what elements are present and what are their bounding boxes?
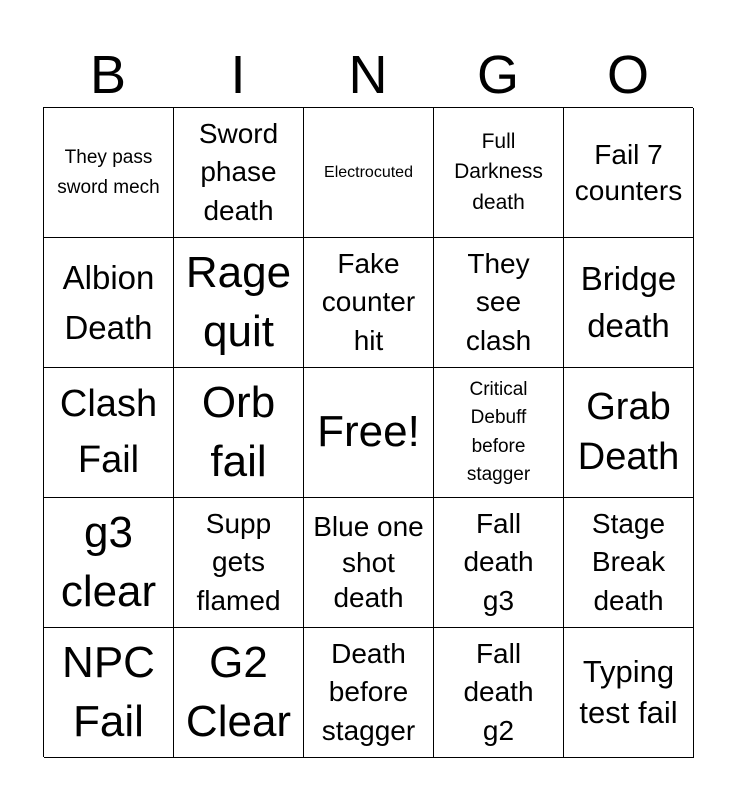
cell-text: Sword phase death: [198, 117, 279, 226]
cell-text: Fall death g2: [463, 637, 534, 746]
bingo-cell[interactable]: [564, 238, 694, 368]
cell-text: Clash Fail: [59, 383, 158, 481]
bingo-cell[interactable]: [44, 238, 174, 368]
bingo-cell[interactable]: [174, 108, 304, 238]
cell-text: Typing test fail: [579, 654, 678, 730]
header-letter-o: O: [606, 45, 649, 105]
bingo-cell[interactable]: [434, 498, 564, 628]
cell-text: Blue one shot death: [313, 510, 424, 614]
header-letter-i: I: [230, 45, 246, 105]
cell-text: G2 Clear: [185, 638, 292, 746]
bingo-cell[interactable]: [564, 108, 694, 238]
bingo-cell[interactable]: [564, 498, 694, 628]
cell-text: Orb fail: [201, 378, 276, 486]
bingo-cell[interactable]: [304, 238, 434, 368]
header-letter-g: G: [476, 45, 519, 105]
bingo-cell[interactable]: [434, 238, 564, 368]
cell-text: Free!: [317, 407, 420, 457]
bingo-cell[interactable]: [434, 108, 564, 238]
bingo-cell[interactable]: [564, 368, 694, 498]
cell-text: Supp gets flamed: [196, 507, 281, 616]
bingo-cell[interactable]: [44, 628, 174, 758]
cell-text: Stage Break death: [591, 507, 666, 616]
cell-text: g3 clear: [60, 508, 157, 616]
bingo-cell[interactable]: [304, 628, 434, 758]
bingo-cell[interactable]: [44, 498, 174, 628]
free-space[interactable]: [304, 368, 434, 498]
bingo-cell[interactable]: [174, 628, 304, 758]
bingo-cell[interactable]: [44, 108, 174, 238]
cell-text: NPC Fail: [62, 638, 155, 746]
bingo-cell[interactable]: [174, 368, 304, 498]
bingo-cell[interactable]: [434, 368, 564, 498]
cell-text: Critical Debuff before stagger: [466, 378, 531, 485]
cell-text: They see clash: [465, 247, 532, 356]
cell-text: Grab Death: [577, 386, 680, 478]
cell-text: Albion Death: [62, 259, 155, 346]
bingo-cell[interactable]: [44, 368, 174, 498]
bingo-header: [43, 40, 693, 110]
bingo-cell[interactable]: [174, 498, 304, 628]
cell-text: Fail 7 counters: [574, 138, 683, 206]
cell-text: Fall death g3: [463, 507, 534, 616]
cell-text: Full Darkness death: [454, 129, 543, 214]
bingo-card-grid: [43, 107, 693, 757]
cell-text: Bridge death: [580, 260, 677, 344]
cell-text: Electrocuted: [324, 163, 413, 181]
cell-text: Fake counter hit: [321, 247, 416, 356]
header-letter-b: B: [89, 45, 127, 105]
header-letter-n: N: [348, 45, 388, 105]
bingo-cell[interactable]: [434, 628, 564, 758]
cell-text: Rage quit: [185, 248, 292, 356]
cell-text: They pass sword mech: [57, 147, 160, 198]
bingo-cell[interactable]: [564, 628, 694, 758]
bingo-cell[interactable]: [304, 498, 434, 628]
bingo-cell[interactable]: [174, 238, 304, 368]
bingo-cell[interactable]: [304, 108, 434, 238]
cell-text: Death before stagger: [321, 637, 416, 746]
